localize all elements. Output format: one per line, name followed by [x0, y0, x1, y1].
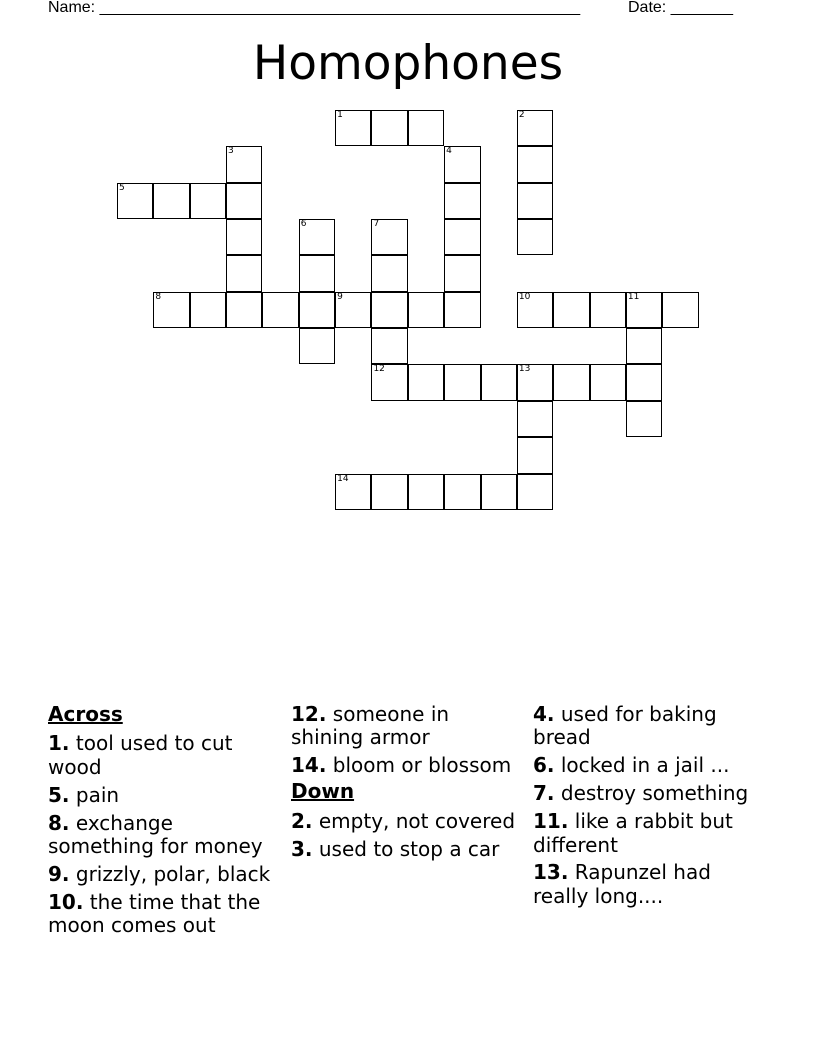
date-field-line: Date: _______ [628, 0, 733, 16]
crossword-cell[interactable] [517, 401, 553, 437]
clue-text: empty, not covered [312, 808, 516, 833]
clue-across-10 [48, 891, 283, 938]
clue-number-label: 13 [518, 364, 531, 375]
crossword-cell[interactable] [190, 292, 226, 328]
clue-number: 12. [291, 702, 327, 726]
crossword-cell[interactable] [444, 292, 480, 328]
crossword-cell[interactable] [190, 183, 226, 219]
clue-number: 1. [48, 731, 70, 756]
clue-number: 14. [291, 753, 327, 778]
clue-down-13 [533, 861, 768, 908]
clue-number: 10. [48, 889, 84, 914]
clue-number-label: 8 [155, 291, 162, 302]
crossword-cell[interactable] [335, 110, 371, 146]
clue-number: 6. [533, 753, 555, 778]
crossword-cell[interactable] [517, 474, 553, 510]
crossword-cell[interactable] [335, 292, 371, 328]
crossword-cell[interactable] [517, 437, 553, 473]
clue-number-label: 11 [627, 291, 640, 302]
crossword-cell[interactable] [299, 292, 335, 328]
crossword-cell[interactable] [553, 364, 589, 400]
clue-text: grizzly, polar, black [69, 861, 271, 886]
crossword-cell[interactable] [553, 292, 589, 328]
clue-text: tool used to cut wood [48, 731, 233, 779]
crossword-cell[interactable] [408, 364, 444, 400]
crossword-cell[interactable] [590, 292, 626, 328]
crossword-cell[interactable] [517, 219, 553, 255]
crossword-cell[interactable] [626, 292, 662, 328]
clue-across-5 [48, 784, 283, 807]
down-heading: Down [291, 779, 355, 804]
clue-text: exchange something for money [48, 810, 263, 859]
name-field-line: Name: ______________________________________________________ [48, 0, 581, 16]
crossword-cell[interactable] [226, 183, 262, 219]
clue-text: someone in shining armor [291, 702, 450, 750]
clue-down-2 [291, 810, 526, 833]
crossword-cell[interactable] [517, 183, 553, 219]
clue-text: like a rabbit but different [533, 809, 733, 857]
clue-number: 3. [291, 836, 313, 861]
crossword-cell[interactable] [299, 219, 335, 255]
clues-column-1 [48, 703, 283, 942]
clue-number-label: 4 [446, 146, 452, 157]
crossword-cell[interactable] [626, 364, 662, 400]
clue-text: locked in a jail ... [554, 753, 730, 778]
clue-text: Rapunzel had really long.... [533, 860, 711, 908]
clues-column-3 [533, 703, 768, 913]
crossword-cell[interactable] [299, 255, 335, 291]
clue-number-label: 7 [373, 219, 380, 230]
clue-number: 5. [48, 782, 70, 807]
across-heading: Across [48, 702, 123, 726]
crossword-grid [0, 0, 816, 520]
clue-number-label: 9 [337, 291, 343, 302]
page-title: Homophones [252, 36, 564, 91]
crossword-cell[interactable] [444, 219, 480, 255]
clue-number-label: 12 [373, 364, 385, 375]
crossword-cell[interactable] [371, 110, 407, 146]
clue-text: pain [69, 782, 120, 807]
crossword-cell[interactable] [371, 364, 407, 400]
clue-down-11 [533, 810, 768, 857]
clue-across-12 [291, 703, 526, 750]
clue-across-14 [291, 754, 526, 777]
crossword-cell[interactable] [517, 292, 553, 328]
clue-text: bloom or blossom [326, 753, 512, 778]
crossword-cell[interactable] [517, 110, 553, 146]
clue-across-8 [48, 812, 283, 859]
crossword-cell[interactable] [371, 219, 407, 255]
crossword-cell[interactable] [262, 292, 298, 328]
clue-number: 8. [48, 810, 70, 835]
crossword-cell[interactable] [371, 255, 407, 291]
clue-down-6 [533, 754, 768, 777]
crossword-cell[interactable] [408, 292, 444, 328]
clue-across-9 [48, 863, 283, 886]
crossword-cell[interactable] [153, 292, 189, 328]
clue-text: used for baking bread [533, 702, 717, 750]
crossword-cell[interactable] [117, 183, 153, 219]
clue-down-4 [533, 703, 768, 750]
clue-number-label: 6 [300, 219, 307, 230]
crossword-cell[interactable] [153, 183, 189, 219]
clue-text: used to stop a car [312, 836, 500, 861]
crossword-cell[interactable] [408, 474, 444, 510]
clue-number: 7. [533, 781, 555, 806]
clues-column-2 [291, 703, 526, 865]
clue-number-label: 2 [518, 110, 525, 120]
clue-number: 2. [291, 808, 313, 833]
crossword-cell[interactable] [408, 110, 444, 146]
crossword-cell[interactable] [371, 328, 407, 364]
crossword-cell[interactable] [662, 292, 698, 328]
crossword-cell[interactable] [481, 364, 517, 400]
clue-number-label: 1 [337, 110, 343, 120]
clue-down-7 [533, 782, 768, 805]
clue-text: the time that the moon comes out [48, 889, 261, 938]
crossword-cell[interactable] [371, 474, 407, 510]
crossword-cell[interactable] [444, 255, 480, 291]
clue-number: 4. [533, 702, 555, 726]
crossword-cell[interactable] [626, 328, 662, 364]
crossword-cell[interactable] [517, 146, 553, 182]
crossword-cell[interactable] [226, 219, 262, 255]
clue-number-label: 10 [518, 291, 531, 302]
clue-number-label: 14 [337, 473, 349, 484]
crossword-cell[interactable] [226, 255, 262, 291]
crossword-cell[interactable] [226, 146, 262, 182]
crossword-cell[interactable] [444, 364, 480, 400]
crossword-cell[interactable] [590, 364, 626, 400]
clue-text: destroy something [554, 781, 749, 806]
crossword-cell[interactable] [444, 474, 480, 510]
crossword-cell[interactable] [335, 474, 371, 510]
clue-down-3 [291, 838, 526, 861]
clue-across-1 [48, 732, 283, 779]
crossword-cell[interactable] [299, 328, 335, 364]
crossword-cell[interactable] [444, 146, 480, 182]
clue-number-label: 3 [228, 146, 234, 157]
clue-number: 13. [533, 860, 569, 885]
crossword-cell[interactable] [371, 292, 407, 328]
crossword-cell[interactable] [226, 292, 262, 328]
clue-number: 11. [533, 809, 569, 834]
crossword-cell[interactable] [481, 474, 517, 510]
crossword-cell[interactable] [626, 401, 662, 437]
clue-number: 9. [48, 861, 70, 886]
crossword-cell[interactable] [517, 364, 553, 400]
clue-number-label: 5 [119, 182, 125, 193]
crossword-cell[interactable] [444, 183, 480, 219]
